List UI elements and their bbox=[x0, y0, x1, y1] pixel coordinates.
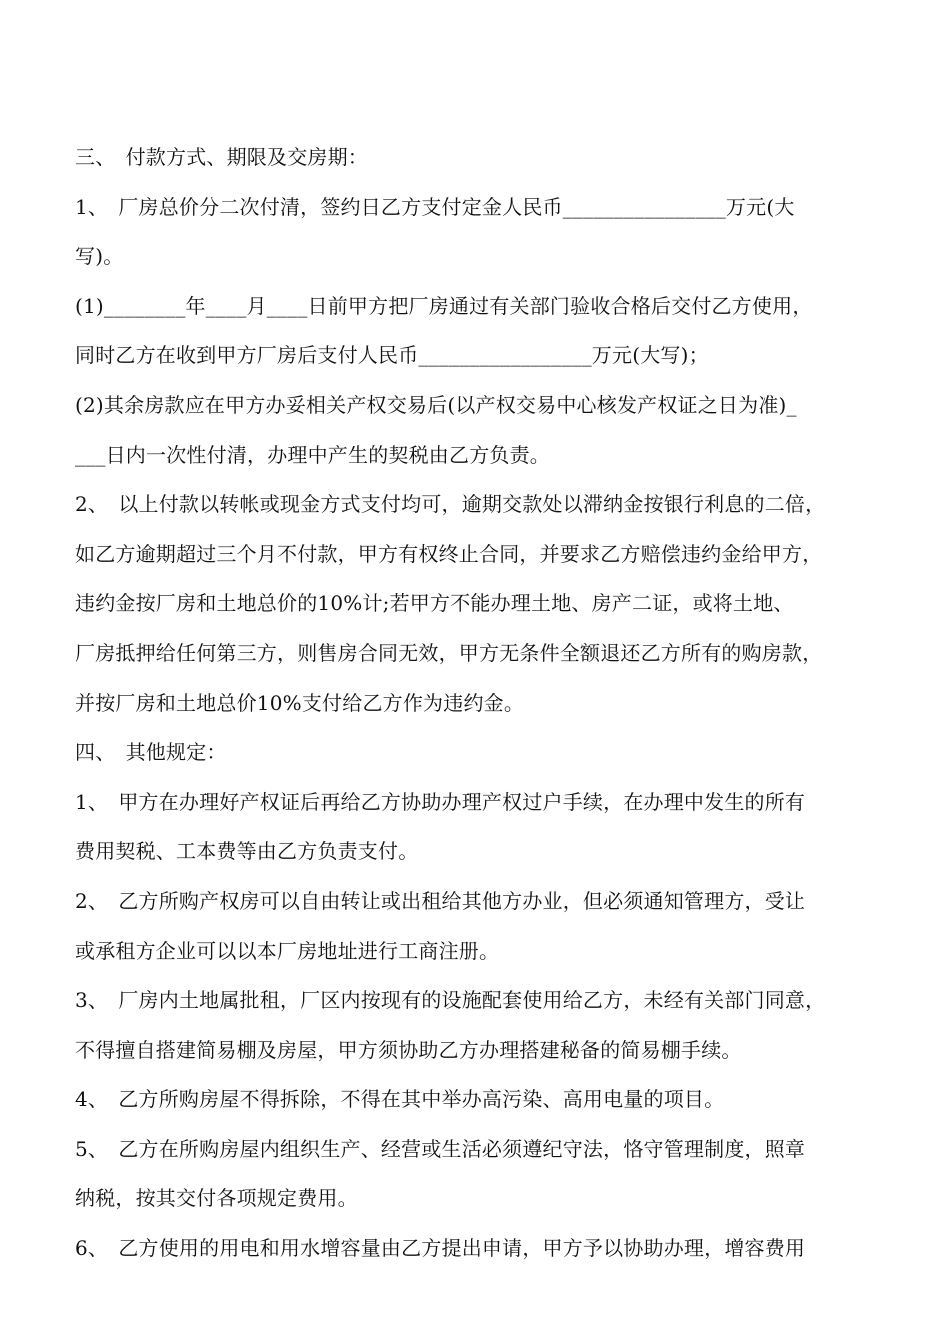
clause-text-line: 违约金按厂房和土地总价的10%计;若甲方不能办理土地、房产二证，或将土地、 bbox=[75, 591, 794, 616]
clause-text-line: 写)。 bbox=[75, 244, 124, 269]
clause-text-line: 3、 厂房内土地属批租，厂区内按现有的设施配套使用给乙方，未经有关部门同意， bbox=[75, 988, 826, 1013]
clause-text-line: 厂房抵押给任何第三方，则售房合同无效，甲方无条件全额退还乙方所有的购房款， bbox=[75, 640, 823, 665]
clause-text-line: 4、 乙方所购房屋不得拆除，不得在其中举办高污染、高用电量的项目。 bbox=[75, 1087, 725, 1112]
clause-text-line: 1、 甲方在办理好产权证后再给乙方协助办理产权过户手续，在办理中发生的所有 bbox=[75, 789, 806, 814]
clause-text-line: 5、 乙方在所购房屋内组织生产、经营或生活必须遵纪守法，恪守管理制度，照章 bbox=[75, 1136, 806, 1161]
clause-text-line: (1)________年____月____日前甲方把厂房通过有关部门验收合格后交付乙方使用， bbox=[75, 293, 813, 318]
clause-text-line: ___日内一次性付清，办理中产生的契税由乙方负责。 bbox=[75, 442, 550, 467]
clause-text-line: 如乙方逾期超过三个月不付款，甲方有权终止合同，并要求乙方赔偿违约金给甲方， bbox=[75, 541, 823, 566]
clause-text-line: 6、 乙方使用的用电和用水增容量由乙方提出申请，甲方予以协助办理，增容费用 bbox=[75, 1236, 806, 1261]
contract-text bbox=[75, 133, 887, 1274]
clause-text-line: 费用契税、工本费等由乙方负责支付。 bbox=[75, 839, 419, 864]
clause-text-line: 同时乙方在收到甲方厂房后支付人民币_________________万元(大写)； bbox=[75, 343, 709, 368]
clause-text-line: 1、 厂房总价分二次付清，签约日乙方支付定金人民币________________万元(大 bbox=[75, 194, 795, 219]
clause-text-line: 不得擅自搭建简易棚及房屋，甲方须协助乙方办理搭建秘备的简易棚手续。 bbox=[75, 1037, 742, 1062]
clause-text-line: 并按厂房和土地总价10%支付给乙方作为违约金。 bbox=[75, 690, 525, 715]
clause-text-line: 2、 以上付款以转帐或现金方式支付均可，逾期交款处以滞纳金按银行利息的二倍， bbox=[75, 492, 826, 517]
clause-text-line: 2、 乙方所购产权房可以自由转让或出租给其他方办业，但必须通知管理方，受让 bbox=[75, 888, 806, 913]
clause-text-line: 纳税，按其交付各项规定费用。 bbox=[75, 1186, 358, 1211]
section-heading-other-rules: 四、 其他规定： bbox=[75, 740, 227, 765]
clause-text-line: (2)其余房款应在甲方办妥相关产权交易后(以产权交易中心核发产权证之日为准)_ bbox=[75, 392, 797, 417]
clause-text-line: 或承租方企业可以以本厂房地址进行工商注册。 bbox=[75, 938, 500, 963]
section-heading-payment: 三、 付款方式、期限及交房期： bbox=[75, 145, 368, 169]
